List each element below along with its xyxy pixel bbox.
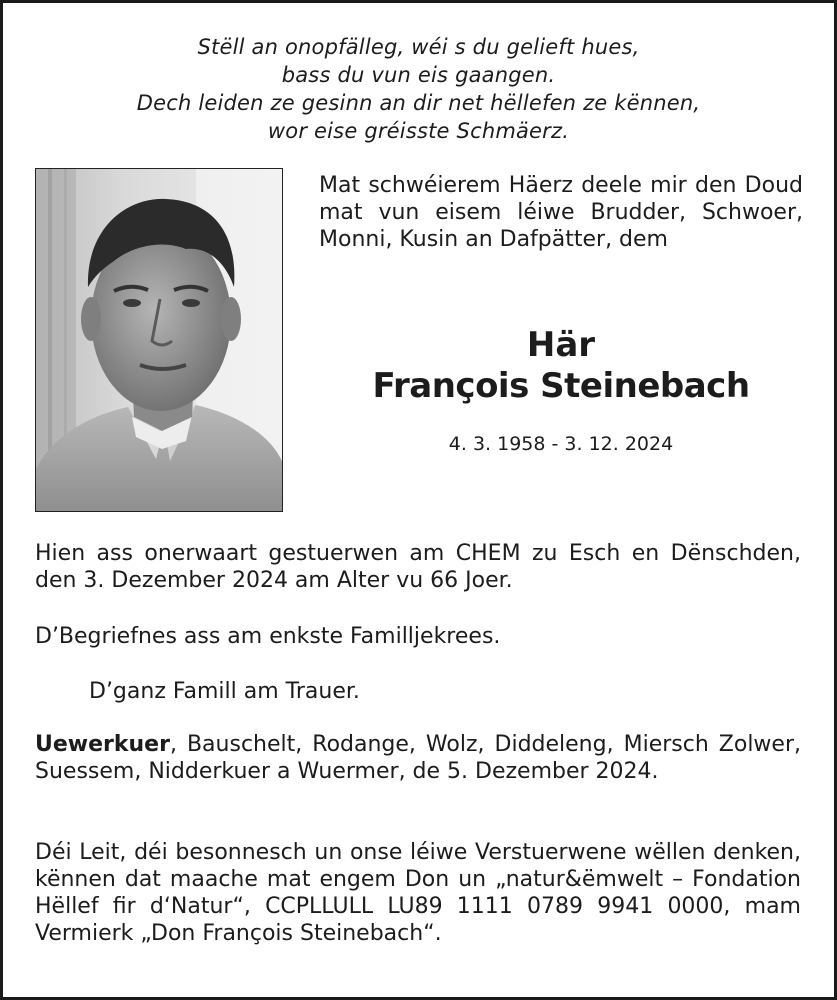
places-list: , Bauschelt, Rodange, Wolz, Diddeleng, Miersch Zolwer, Suessem, Nidderkuer a Wuermer, de 5. Dezember 2024. bbox=[35, 732, 801, 784]
burial-paragraph: D’Begriefnes ass am enkste Familljekrees. bbox=[35, 624, 501, 649]
places-paragraph bbox=[35, 731, 801, 785]
memorial-verse bbox=[3, 33, 834, 145]
portrait-illustration bbox=[36, 169, 282, 511]
death-paragraph: Hien ass onerwaart gestuerwen am CHEM zu Esch en Dënschden, den 3. Dezember 2024 am Alter vu 66 Joer. bbox=[35, 541, 801, 593]
verse-line: Stëll an onopfälleg, wéi s du gelieft hues, bbox=[197, 35, 640, 59]
portrait-photo bbox=[35, 168, 283, 512]
honorific-title: Här bbox=[526, 325, 596, 365]
donation-paragraph: Déi Leit, déi besonnesch un onse léiwe Verstuerwene wëllen denken, kënnen dat maache mat engem Don un „natur&ëmwelt – Fondation Hëllef fir d‘Natur“, CCPLLULL LU89 1111 0789 9941 0000, mam Vermierk „Don François Steinebach“. bbox=[35, 840, 801, 946]
place-highlight: Uewerkuer bbox=[35, 732, 170, 757]
family-signature: D’ganz Famill am Trauer. bbox=[89, 679, 360, 704]
deceased-name: François Steinebach bbox=[372, 366, 750, 406]
announcement-intro: Mat schwéierem Häerz deele mir den Doud mat vun eisem léiwe Brudder, Schwoer, Monni, Kusin an Dafpätter, dem bbox=[319, 173, 803, 252]
verse-line: Dech leiden ze gesinn an dir net hëllefen ze kënnen, bbox=[136, 91, 701, 115]
verse-line: wor eise gréisste Schmäerz. bbox=[267, 119, 570, 143]
life-dates: 4. 3. 1958 - 3. 12. 2024 bbox=[448, 433, 674, 455]
verse-line: bass du vun eis gaangen. bbox=[281, 63, 556, 87]
